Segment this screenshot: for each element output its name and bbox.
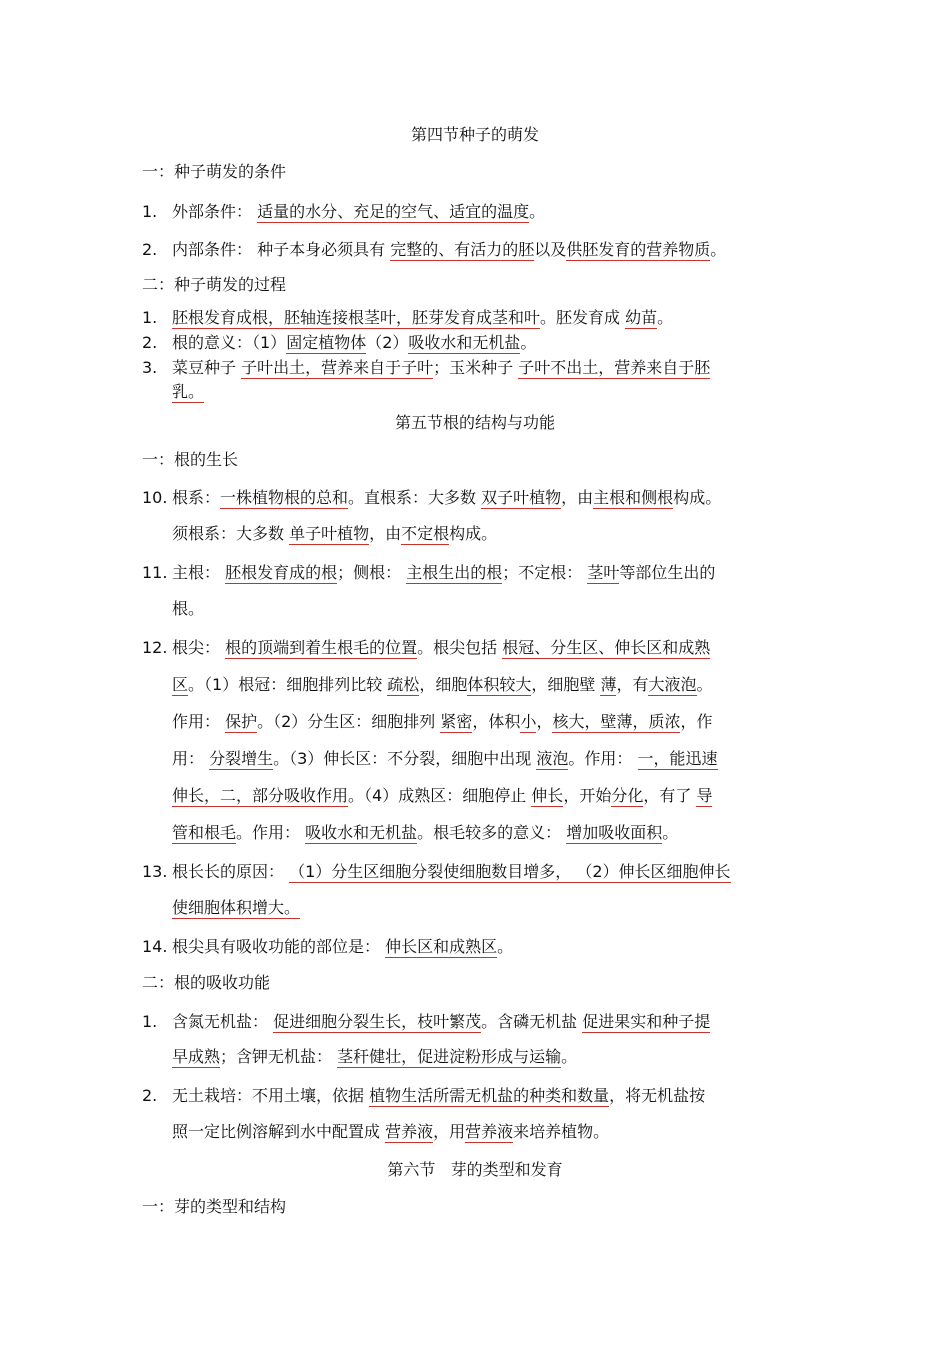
answer-blank: 适量的水分、充足的空气、适宜的温度: [257, 202, 530, 221]
answer-blank: 根冠、分生区、伸长区和成熟: [502, 638, 711, 657]
answer-blank: 根的顶端到着生根毛的位置: [225, 638, 418, 657]
paragraph-line: [172, 563, 715, 583]
answer-blank: 液泡: [536, 749, 569, 768]
answer-blank: 核大，壁薄，质浓: [552, 712, 681, 731]
text: 。作用：: [236, 823, 301, 842]
answer-blank: 一株植物根的总和: [220, 488, 349, 507]
answer-blank: 茎秆健壮，促进淀粉形成与运输: [337, 1047, 562, 1066]
answer-blank: 伸长区和成熟区: [385, 937, 498, 956]
answer-blank: （1）分生区细胞分裂使细胞数目增多， （2）伸长区细胞伸长: [289, 862, 731, 881]
text: 根尖具有吸收功能的部位是：: [172, 937, 381, 956]
answer-blank: 乳。: [172, 382, 205, 401]
text: 含氮无机盐：: [172, 1012, 269, 1031]
text: 。: [520, 333, 537, 352]
text: 以及: [534, 240, 567, 259]
text: ，: [536, 712, 553, 731]
answer-blank: 疏松: [387, 675, 420, 694]
paragraph-line: [172, 638, 710, 658]
text: 根尖：: [172, 638, 221, 657]
item-number: 10.: [142, 488, 168, 507]
section-heading: 一：芽的类型和结构: [142, 1197, 287, 1216]
text: ，有: [616, 675, 649, 694]
answer-blank: 分化: [611, 786, 644, 805]
answer-blank: 保护: [225, 712, 258, 731]
answer-blank: 完整的、有活力的胚: [390, 240, 535, 259]
text: 。胚发育成: [540, 308, 621, 327]
answer-blank: 促进细胞分裂生长，枝叶繁茂: [273, 1012, 482, 1031]
paragraph-line: [172, 1012, 710, 1032]
text: 。: [710, 240, 727, 259]
text: ；玉米种子: [433, 358, 514, 377]
answer-blank: 促进果实和种子提: [582, 1012, 711, 1031]
text: ，作: [680, 712, 713, 731]
answer-blank: 吸收水和无机盐: [408, 333, 521, 352]
answer-blank: 管和根毛: [172, 823, 237, 842]
text: 。（1）根冠：细胞排列比较: [188, 675, 383, 694]
paragraph-line: [172, 898, 300, 918]
paragraph-line: [172, 675, 713, 695]
text: 主根：: [172, 563, 221, 582]
answer-blank: 单子叶植物: [289, 524, 370, 543]
text: 构成。: [673, 488, 722, 507]
text: 。: [561, 1047, 578, 1066]
text: 。: [497, 937, 514, 956]
answer-blank: 增加吸收面积: [566, 823, 663, 842]
answer-blank: 子叶出土，营养来自于子叶: [241, 358, 434, 377]
item-number: 1.: [142, 202, 158, 221]
text: 等部位生出的: [619, 563, 716, 582]
text: ，细胞: [419, 675, 468, 694]
item-number: 2.: [142, 333, 158, 352]
paragraph-line: [172, 308, 673, 328]
text: 根的意义：（1）: [172, 333, 287, 352]
answer-blank: 早成熟: [172, 1047, 221, 1066]
text: 。: [657, 308, 674, 327]
text: 根系：: [172, 488, 221, 507]
paragraph-line: [172, 823, 678, 843]
text: ；不定根：: [502, 563, 583, 582]
item-number: 1.: [142, 1012, 158, 1031]
section-heading: 二：种子萌发的过程: [142, 275, 287, 294]
item-number: 2.: [142, 240, 158, 259]
answer-blank: 营养液: [385, 1122, 434, 1141]
text: 。根毛较多的意义：: [417, 823, 562, 842]
text: 根长长的原因：: [172, 862, 285, 881]
answer-blank: 供胚发育的营养物质: [566, 240, 711, 259]
text: ，将无机盐按: [609, 1086, 706, 1105]
section-title: 第六节 芽的类型和发育: [387, 1160, 563, 1179]
answer-blank: 不定根: [401, 524, 450, 543]
paragraph-line: [172, 937, 513, 957]
paragraph-line: [172, 358, 710, 378]
answer-blank: 分裂增生: [209, 749, 274, 768]
answer-blank: 植物生活所需无机盐的种类和数量: [369, 1086, 610, 1105]
item-number: 12.: [142, 638, 168, 657]
text: 。含磷无机盐: [481, 1012, 578, 1031]
paragraph-line: [172, 488, 721, 508]
paragraph-line: [172, 524, 497, 544]
text: （2）: [366, 333, 409, 352]
answer-blank: 茎叶: [587, 563, 620, 582]
item-number: 2.: [142, 1086, 158, 1105]
item-number: 13.: [142, 862, 168, 881]
text: 用：: [172, 749, 205, 768]
answer-blank: 区: [172, 675, 189, 694]
text: 。（2）分生区：细胞排列: [257, 712, 436, 731]
section-title: 第五节根的结构与功能: [394, 413, 555, 432]
text: 菜豆种子: [172, 358, 237, 377]
paragraph-line: [172, 749, 718, 769]
text: 。: [696, 675, 713, 694]
answer-blank: 伸长，二，部分吸收作用: [172, 786, 349, 805]
answer-blank: 吸收水和无机盐: [305, 823, 418, 842]
text: ，开始: [563, 786, 612, 805]
paragraph-line: [172, 333, 536, 353]
paragraph-line: [172, 786, 712, 806]
paragraph-line: [172, 202, 545, 222]
text: ，有了: [643, 786, 692, 805]
item-number: 14.: [142, 937, 168, 956]
answer-blank: 使细胞体积增大。: [172, 898, 301, 917]
text: 。: [529, 202, 546, 221]
paragraph-line: [172, 382, 204, 402]
answer-blank: 薄: [600, 675, 617, 694]
answer-blank: 主根生出的根: [406, 563, 503, 582]
answer-blank: 固定植物体: [286, 333, 367, 352]
text: 外部条件：: [172, 202, 253, 221]
text: ，细胞壁: [531, 675, 596, 694]
text: 。根尖包括: [417, 638, 498, 657]
answer-blank: 小: [520, 712, 537, 731]
text: ；侧根：: [337, 563, 402, 582]
text: 。（3）伸长区：不分裂，细胞中出现: [273, 749, 532, 768]
text: ，由: [369, 524, 402, 543]
paragraph-line: [172, 240, 726, 260]
text: ，由: [561, 488, 594, 507]
section-heading: 一：种子萌发的条件: [142, 162, 287, 181]
answer-blank: 胚根发育成的根: [225, 563, 338, 582]
answer-blank: 胚根发育成根，胚轴连接根茎叶，胚芽发育成茎和叶: [172, 308, 541, 327]
text: 须根系：大多数: [172, 524, 285, 543]
answer-blank: 大液泡: [648, 675, 697, 694]
paragraph-line: [172, 712, 713, 732]
item-number: 11.: [142, 563, 168, 582]
answer-blank: 幼苗: [625, 308, 658, 327]
item-number: 3.: [142, 358, 158, 377]
section-heading: 二：根的吸收功能: [142, 973, 271, 992]
answer-blank: 营养液: [465, 1122, 514, 1141]
text: 。作用：: [568, 749, 633, 768]
text: 来培养植物。: [513, 1122, 610, 1141]
text: 构成。: [449, 524, 498, 543]
text: 无土栽培：不用土壤，依据: [172, 1086, 365, 1105]
item-number: 1.: [142, 308, 158, 327]
text: 。（4）成熟区：细胞停止: [348, 786, 527, 805]
paragraph-line: [172, 1122, 609, 1142]
text: ，体积: [472, 712, 521, 731]
section-heading: 一：根的生长: [142, 450, 239, 469]
text: 作用：: [172, 712, 221, 731]
answer-blank: 一，能迅速: [637, 749, 718, 768]
text: ，用: [433, 1122, 466, 1141]
answer-blank: 主根和侧根: [593, 488, 674, 507]
answer-blank: 紧密: [440, 712, 473, 731]
answer-blank: 子叶不出土，营养来自于胚: [518, 358, 711, 377]
text: 内部条件： 种子本身必须具有: [172, 240, 386, 259]
text: 。: [662, 823, 679, 842]
text: 照一定比例溶解到水中配置成: [172, 1122, 381, 1141]
paragraph-line: [172, 1086, 705, 1106]
section-title: 第四节种子的萌发: [410, 125, 539, 144]
paragraph-line: [172, 862, 731, 882]
text: 。直根系：大多数: [348, 488, 477, 507]
paragraph-line: 根。: [172, 599, 205, 618]
answer-blank: 导: [696, 786, 713, 805]
answer-blank: 双子叶植物: [481, 488, 562, 507]
answer-blank: 伸长: [531, 786, 564, 805]
answer-blank: 体积较大: [467, 675, 532, 694]
paragraph-line: [172, 1047, 577, 1067]
text: ；含钾无机盐：: [220, 1047, 333, 1066]
